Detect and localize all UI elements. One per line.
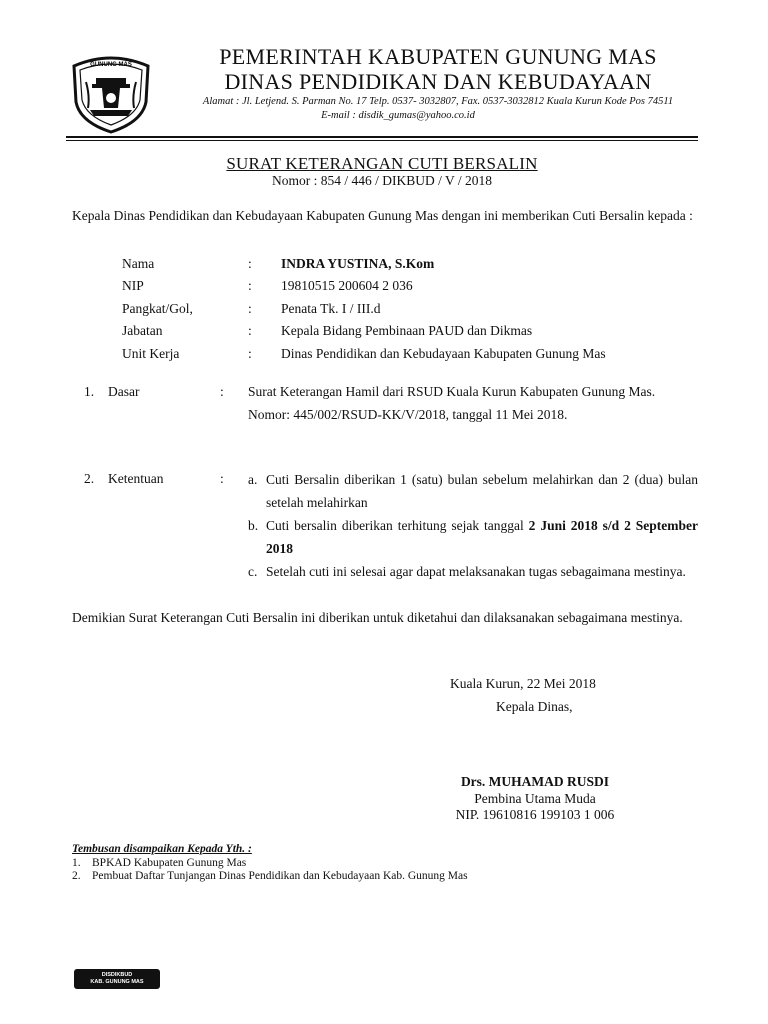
field-label-unit: Unit Kerja — [122, 346, 180, 361]
item-text — [266, 514, 698, 560]
item-letter: c. — [248, 564, 258, 579]
field-value-name: INDRA YUSTINA, S.Kom — [281, 256, 435, 271]
field-label-nip: NIP — [122, 278, 144, 293]
copy-item — [72, 857, 246, 870]
basis-reference: Nomor: 445/002/RSUD-KK/V/2018, tanggal 11 Mei 2018. — [248, 407, 568, 422]
copies-heading: Tembusan disampaikan Kepada Yth. : — [72, 843, 252, 855]
closing-paragraph: Demikian Surat Keterangan Cuti Bersalin ini diberikan untuk diketahui dan dilaksanakan sebagaimana mestinya. — [72, 610, 683, 625]
document-number: Nomor : 854 / 446 / DIKBUD / V / 2018 — [271, 173, 492, 188]
logo-text: GUNUNG MAS — [90, 62, 132, 68]
field-value-unit: Dinas Pendidikan dan Kebudayaan Kabupaten Gunung Mas — [281, 346, 606, 361]
field-label-rank: Pangkat/Gol, — [122, 301, 193, 316]
field-colon: : — [248, 301, 252, 316]
section-body — [248, 380, 698, 426]
regency-logo — [66, 52, 156, 134]
field-colon: : — [248, 256, 252, 271]
letterhead-rule-thick — [66, 136, 698, 138]
item-letter: b. — [248, 518, 259, 533]
copy-text: BPKAD Kabupaten Gunung Mas — [92, 857, 247, 869]
section-body — [248, 468, 698, 583]
field-value-position: Kepala Bidang Pembinaan PAUD dan Dikmas — [281, 323, 533, 338]
office-email: E-mail : disdik_gumas@yahoo.co.id — [321, 110, 475, 121]
signer-nip: NIP. 19610816 199103 1 006 — [455, 807, 615, 822]
provision-item — [248, 560, 698, 583]
field-colon: : — [248, 346, 252, 361]
section-label: Dasar — [108, 384, 140, 399]
section-colon: : — [220, 384, 224, 399]
department-title: DINAS PENDIDIKAN DAN KEBUDAYAAN — [224, 69, 652, 94]
intro-paragraph: Kepala Dinas Pendidikan dan Kebudayaan Kabupaten Gunung Mas dengan ini memberikan Cuti Bersalin kepada : — [72, 208, 693, 223]
signer-name: Drs. MUHAMAD RUSDI — [460, 774, 610, 789]
office-address: Alamat : Jl. Letjend. S. Parman No. 17 Telp. 0537- 3032807, Fax. 0537-3032812 Kuala Kurun Kode Pos 74511 — [202, 96, 674, 107]
stamp-line: KAB. GUNUNG MAS — [90, 979, 144, 985]
copy-number: 1. — [72, 857, 81, 869]
basis-line: Surat Keterangan Hamil dari RSUD Kuala Kurun Kabupaten Gunung Mas. — [248, 384, 656, 399]
letterhead-rule-thin — [66, 140, 698, 141]
section-number: 1. — [84, 384, 95, 399]
section-colon: : — [220, 471, 224, 486]
footer-stamp — [74, 969, 160, 989]
field-colon: : — [248, 278, 252, 293]
copy-number: 2. — [72, 870, 81, 882]
item-text-plain: Cuti bersalin diberikan terhitung sejak tanggal — [266, 518, 529, 533]
item-letter: a. — [248, 472, 258, 487]
government-title: PEMERINTAH KABUPATEN GUNUNG MAS — [219, 44, 657, 69]
field-value-nip: 19810515 200604 2 036 — [281, 278, 413, 293]
item-text: Cuti Bersalin diberikan 1 (satu) bulan sebelum melahirkan dan 2 (dua) bulan setelah melahirkan — [266, 472, 698, 510]
leave-period: 2 Juni 2018 s/d 2 September 2018 — [266, 518, 699, 556]
signer-rank: Pembina Utama Muda — [474, 791, 596, 806]
section-number: 2. — [84, 471, 95, 486]
section-label: Ketentuan — [108, 471, 164, 486]
field-label-name: Nama — [122, 256, 155, 271]
field-value-rank: Penata Tk. I / III.d — [281, 301, 381, 316]
copy-text: Pembuat Daftar Tunjangan Dinas Pendidikan dan Kebudayaan Kab. Gunung Mas — [92, 870, 468, 882]
provision-item — [248, 468, 698, 514]
signer-position: Kepala Dinas, — [496, 699, 573, 714]
field-colon: : — [248, 323, 252, 338]
place-date: Kuala Kurun, 22 Mei 2018 — [450, 676, 596, 691]
field-label-position: Jabatan — [122, 323, 163, 338]
stamp-line: DISDIKBUD — [101, 972, 133, 978]
document-title: SURAT KETERANGAN CUTI BERSALIN — [226, 154, 538, 173]
copy-item — [72, 870, 468, 883]
item-text: Setelah cuti ini selesai agar dapat melaksanakan tugas sebagaimana mestinya. — [266, 564, 686, 579]
provision-item — [248, 514, 698, 560]
